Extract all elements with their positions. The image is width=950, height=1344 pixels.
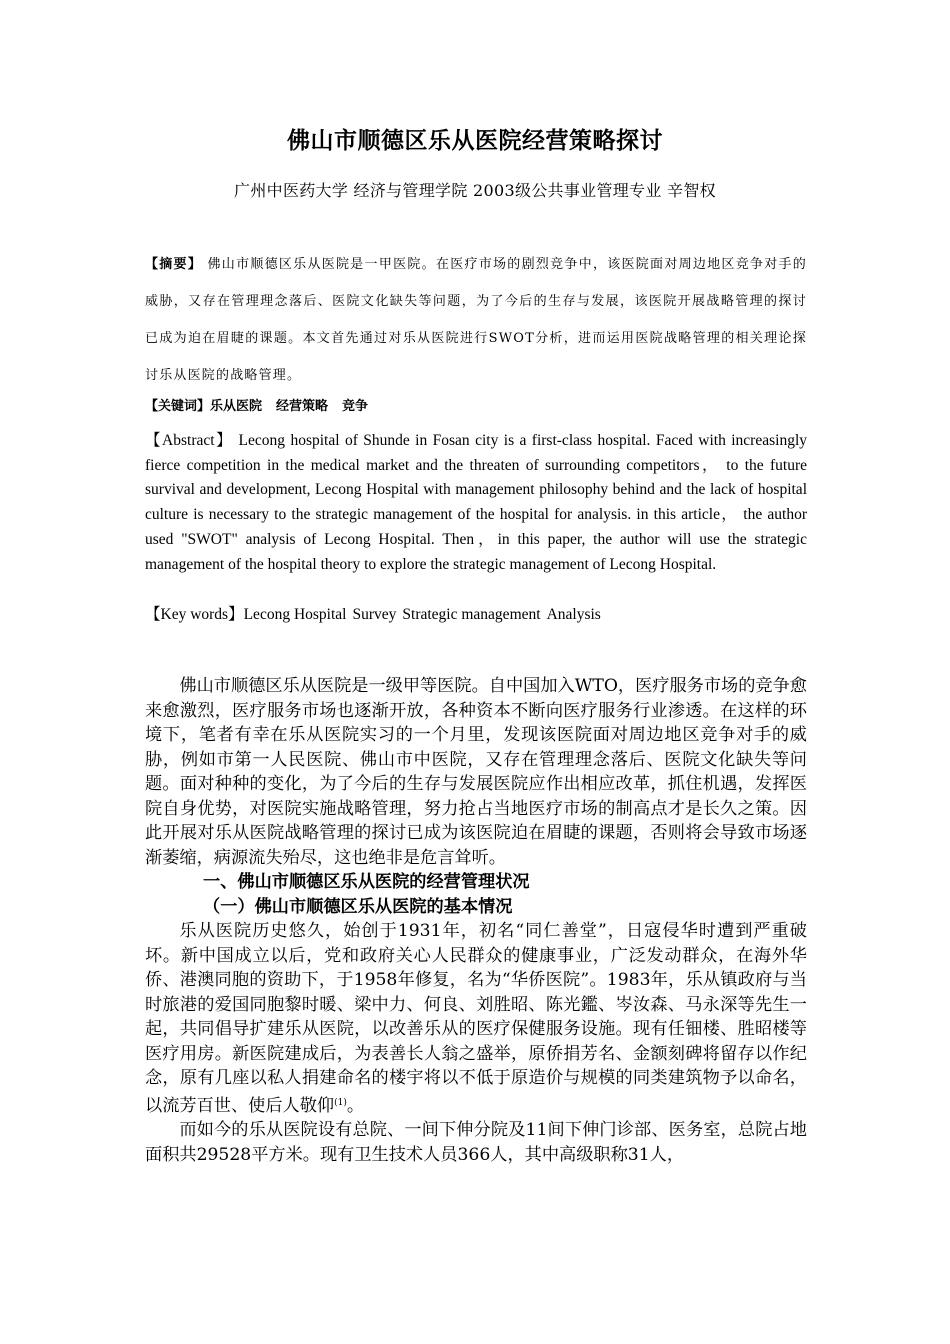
keyword-item: 竞争 xyxy=(342,399,369,414)
keywords-english xyxy=(145,603,807,627)
citation-marker: (1) xyxy=(334,1097,347,1108)
keyword-item: 经营策略 xyxy=(276,399,329,414)
abstract-en-text: Lecong hospital of Shunde in Fosan city is a first-class hospital. Faced with increasingly fierce competition in the medical market and the threaten of surrounding competitors， to the future survival and development, Lecong Hospital with management philosophy behind and the lack of hospital culture is necessary to the strategic management of the hospital for analysis. in this article， the author used "SWOT" analysis of Lecong Hospital. Then，in this paper, the author will use the strategic management of the hospital theory to explore the strategic management of Lecong Hospital. xyxy=(145,432,807,573)
body-text xyxy=(145,674,807,1167)
keyword-en-item: Lecong Hospital xyxy=(243,606,347,623)
paragraph-current: 而如今的乐从医院设有总院、一间下伸分院及11间下伸门诊部、医务室，总院占地面积共29528平方米。现有卫生技术人员366人，其中高级职称31人， xyxy=(145,1120,807,1165)
keywords-chinese xyxy=(145,395,807,419)
section-heading: 一、佛山市顺德区乐从医院的经营管理状况 xyxy=(203,872,530,892)
keywords-label: 【关键词】 xyxy=(145,399,211,414)
paragraph-intro: 佛山市顺德区乐从医院是一级甲等医院。自中国加入WTO，医疗服务市场的竞争愈来愈激烈，医疗服务市场也逐渐开放，各种资本不断向医疗服务行业渗透。在这样的环境下，笔者有幸在乐从医院实习的一个月里，发现该医院面对周边地区竞争对手的威胁，例如市第一人民医院、佛山市中医院，又存在管理理念落后、医院文化缺失等问题。面对种种的变化，为了今后的生存与发展医院应作出相应改革，抓住机遇，发挥医院自身优势，对医院实施战略管理，努力抢占当地医疗市场的制高点才是长久之策。因此开展对乐从医院战略管理的探讨已成为该医院迫在眉睫的课题，否则将会导致市场逐渐萎缩，病源流失殆尽，这也绝非是危言耸听。 xyxy=(145,676,807,868)
paragraph-history-end: 。 xyxy=(346,1095,365,1116)
abstract-chinese xyxy=(145,246,807,394)
abstract-label: 【摘要】 xyxy=(145,257,203,272)
subsection-heading: （一）佛山市顺德区乐从医院的基本情况 xyxy=(203,896,513,917)
author-byline: 广州中医药大学 经济与管理学院 2003级公共事业管理专业 辛智权 xyxy=(234,181,716,200)
abstract-en-label: 【Abstract】 xyxy=(145,432,234,449)
abstract-text: 佛山市顺德区乐从医院是一甲医院。在医疗市场的剧烈竞争中，该医院面对周边地区竞争对手的威胁，又存在管理理念落后、医院文化缺失等问题，为了今后的生存与发展，该医院开展战略管理的探讨已成为迫在眉睫的课题。本文首先通过对乐从医院进行SWOT分析，进而运用医院战略管理的相关理论探讨乐从医院的战略管理。 xyxy=(145,257,807,383)
abstract-english xyxy=(145,429,807,577)
document-title: 佛山市顺德区乐从医院经营策略探讨 xyxy=(287,127,663,154)
keyword-en-item: Survey xyxy=(352,606,397,623)
paragraph-history-text: 乐从医院历史悠久，始创于1931年，初名“同仁善堂”，日寇侵华时遭到严重破坏。新中国成立以后，党和政府关心人民群众的健康事业，广泛发动群众，在海外华侨、港澳同胞的资助下，于1958年修复，名为“华侨医院”。1983年，乐从镇政府与当时旅港的爱国同胞黎时暖、梁中力、何良、刘胜昭、陈光鑑、岑汝森、马永深等先生一起，共同倡导扩建乐从医院，以改善乐从的医疗保健服务设施。现有任钿楼、胜昭楼等医疗用房。新医院建成后，为表善长人翁之盛举，原侨捐芳名、金额刻碑将留存以作纪念，原有几座以私人捐建命名的楼宇将以不低于原造价与规模的同类建筑物予以命名，以流芳百世、使后人敬仰 xyxy=(145,921,807,1116)
keyword-item: 乐从医院 xyxy=(210,399,263,414)
paragraph-history xyxy=(145,919,807,1118)
keywords-en-label: 【Key words】 xyxy=(145,606,244,623)
keyword-en-item: Analysis xyxy=(546,606,601,623)
keyword-en-item: Strategic management xyxy=(402,606,541,623)
